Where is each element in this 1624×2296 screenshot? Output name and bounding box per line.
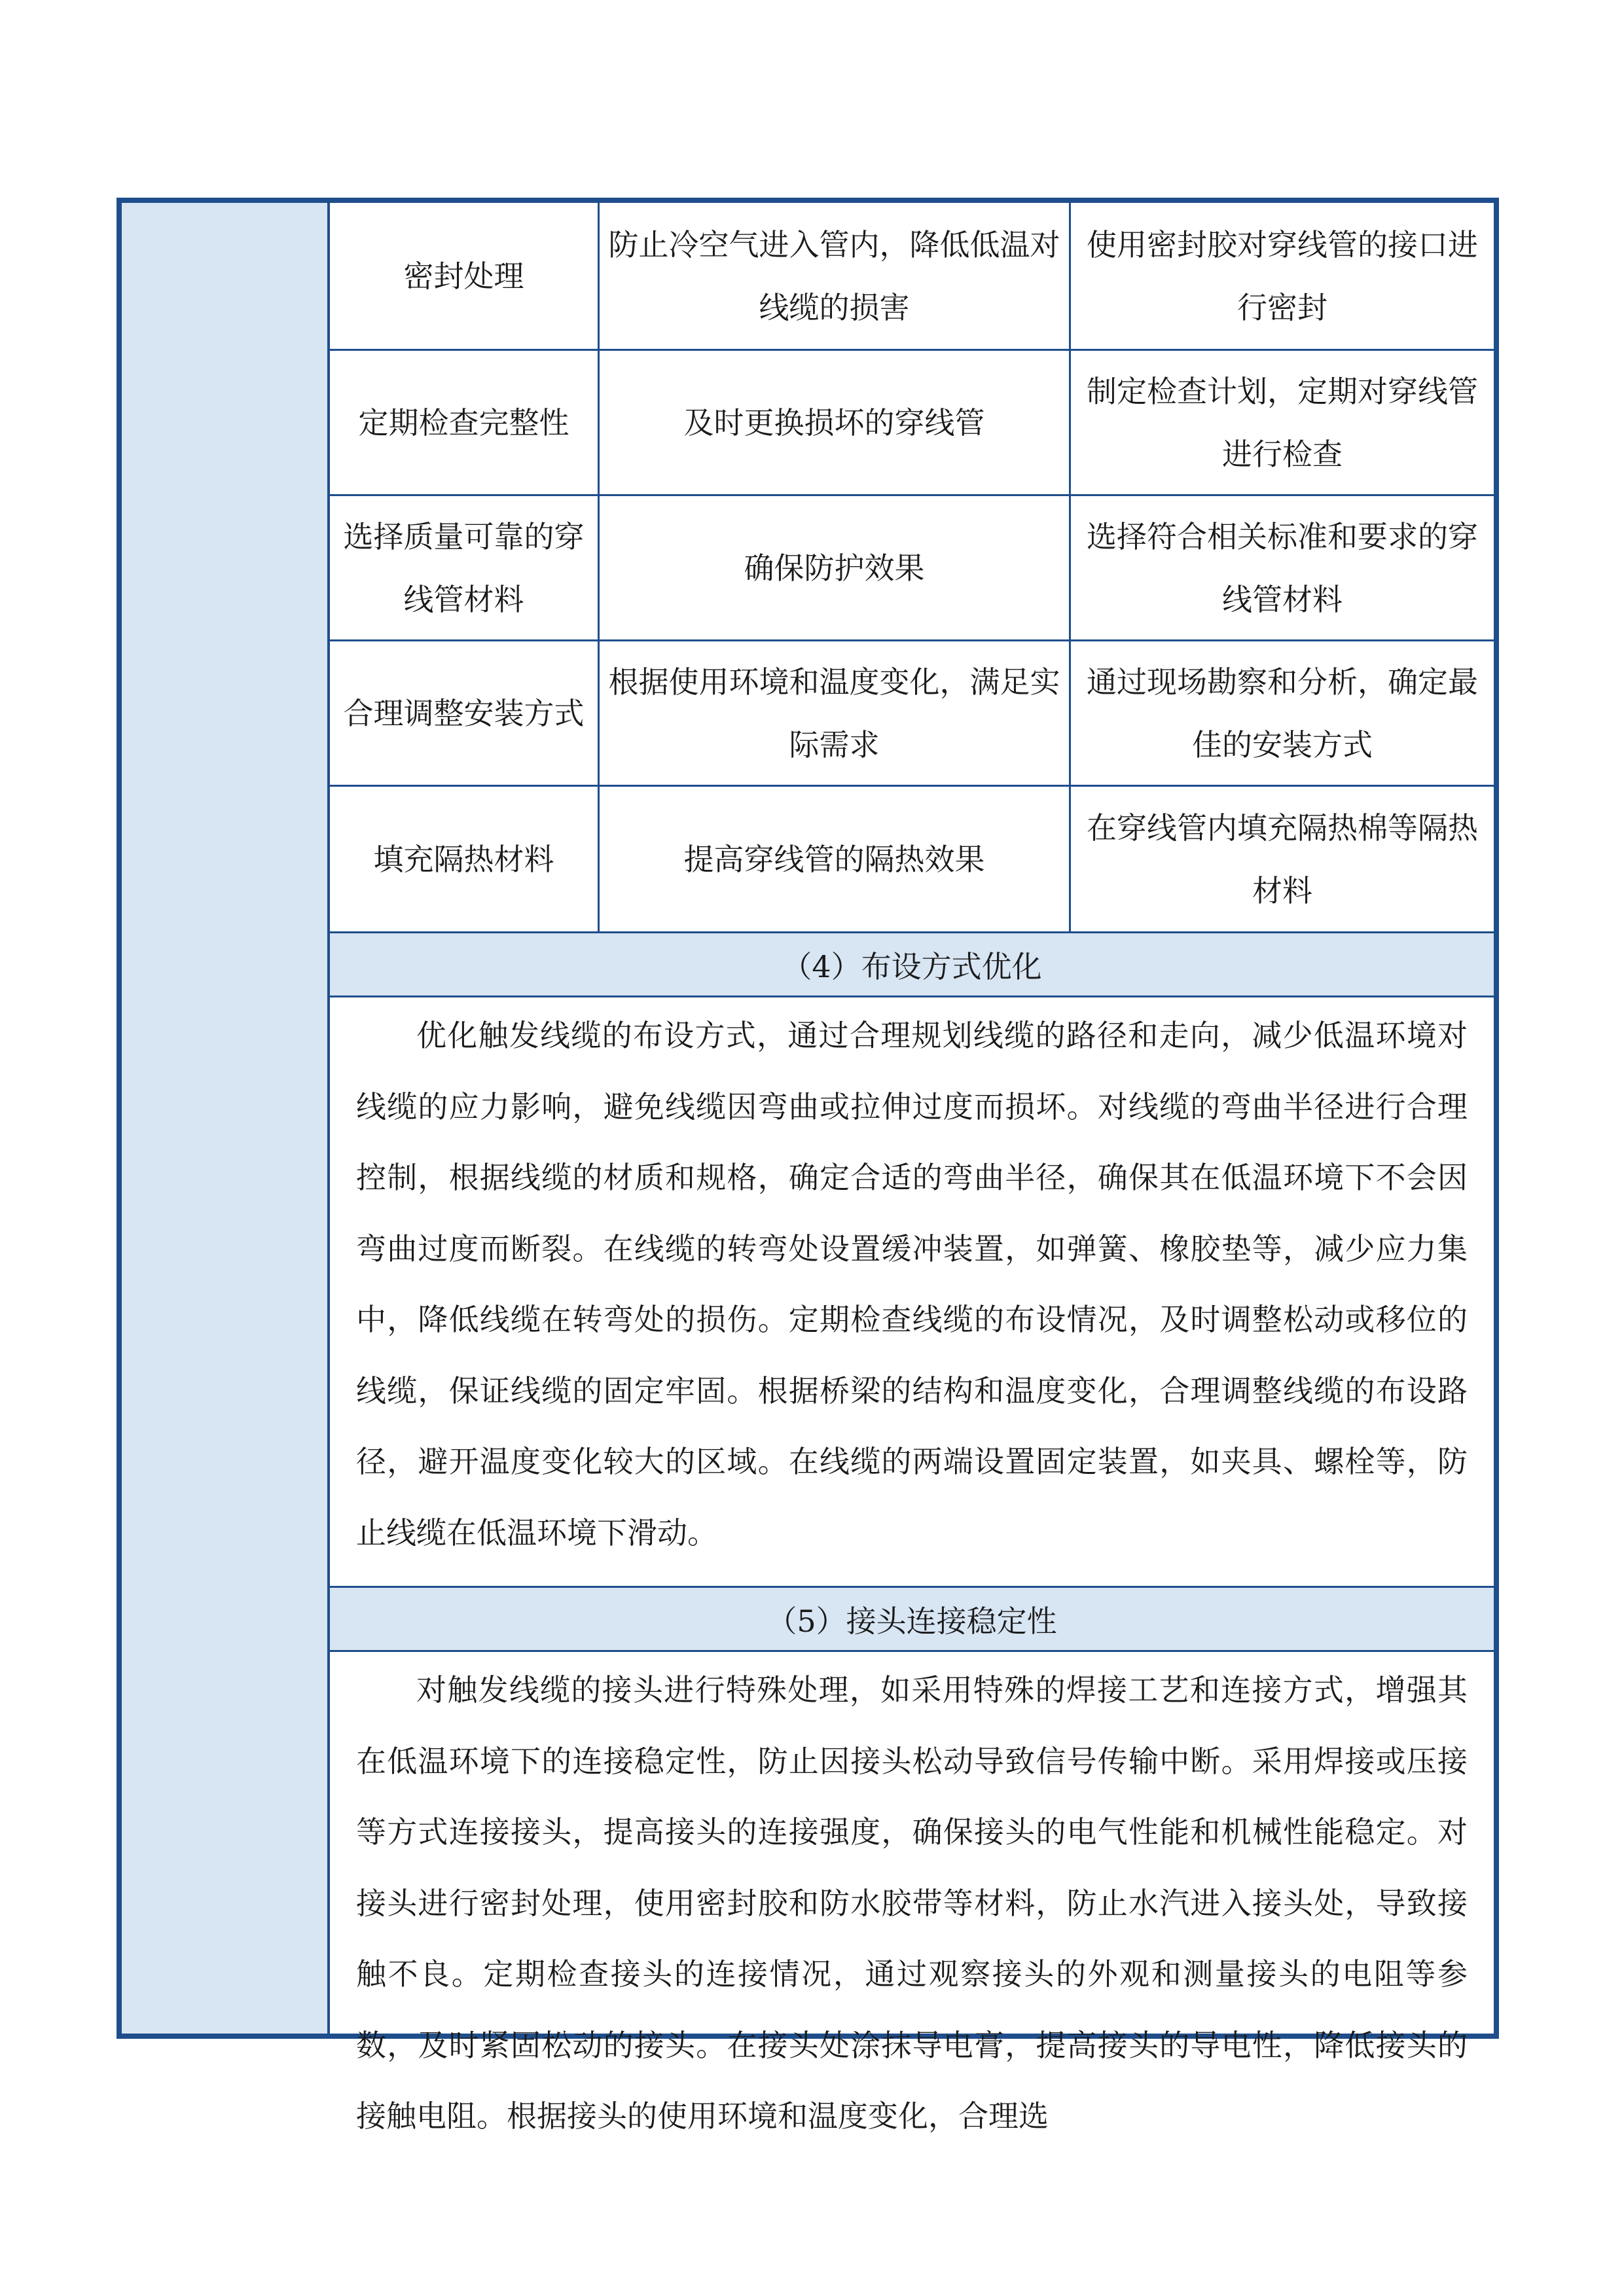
section-4-body: 优化触发线缆的布设方式，通过合理规划线缆的路径和走向，减少低温环境对线缆的应力影响，避免线缆因弯曲或拉伸过度而损坏。对线缆的弯曲半径进行合理控制，根据线缆的材质和规格，确定合适的弯曲半径，确保其在低温环境下不会因弯曲过度而断裂。在线缆的转弯处设置缓冲装置，如弹簧、橡胶垫等，减少应力集中，降低线缆在转弯处的损伤。定期检查线缆的布设情况，及时调整松动或移位的线缆，保证线缆的固定牢固。根据桥梁的结构和温度变化，合理调整线缆的布设路径，避开温度变化较大的区域。在线缆的两端设置固定装置，如夹具、螺栓等，防止线缆在低温环境下滑动。 xyxy=(330,997,1494,1588)
purpose-cell: 防止冷空气进入管内，降低低温对线缆的损害 xyxy=(600,203,1071,349)
table-row xyxy=(330,641,1494,787)
document-frame xyxy=(117,198,1499,2134)
table-row xyxy=(330,351,1494,496)
section-5-heading: （5）接头连接稳定性 xyxy=(330,1588,1494,1652)
table-row xyxy=(330,787,1494,933)
method-cell: 选择符合相关标准和要求的穿线管材料 xyxy=(1087,518,1478,617)
content-area xyxy=(330,203,1494,2134)
measure-cell: 填充隔热材料 xyxy=(330,787,600,931)
table-row xyxy=(330,203,1494,351)
purpose-cell: 确保防护效果 xyxy=(600,496,1071,639)
measure-cell: 密封处理 xyxy=(330,203,600,349)
method-cell: 在穿线管内填充隔热棉等隔热材料 xyxy=(1087,810,1478,908)
measure-cell: 合理调整安装方式 xyxy=(330,641,600,785)
section-4-heading: （4）布设方式优化 xyxy=(330,933,1494,997)
method-cell: 通过现场勘察和分析，确定最佳的安装方式 xyxy=(1087,664,1478,762)
method-cell: 制定检查计划，定期对穿线管进行检查 xyxy=(1087,373,1478,472)
measure-cell: 定期检查完整性 xyxy=(330,351,600,494)
left-label-column xyxy=(122,203,330,2034)
purpose-cell: 及时更换损坏的穿线管 xyxy=(600,351,1071,494)
section-5-body: 对触发线缆的接头进行特殊处理，如采用特殊的焊接工艺和连接方式，增强其在低温环境下的连接稳定性，防止因接头松动导致信号传输中断。采用焊接或压接等方式连接接头，提高接头的连接强度，确保接头的电气性能和机械性能稳定。对接头进行密封处理，使用密封胶和防水胶带等材料，防止水汽进入接头处，导致接触不良。定期检查接头的连接情况，通过观察接头的外观和测量接头的电阻等参数，及时紧固松动的接头。在接头处涂抹导电膏，提高接头的导电性，降低接头的接触电阻。根据接头的使用环境和温度变化，合理选 xyxy=(356,1672,1468,2134)
method-cell: 使用密封胶对穿线管的接口进行密封 xyxy=(1087,226,1478,325)
purpose-cell: 根据使用环境和温度变化，满足实际需求 xyxy=(600,641,1071,785)
table-row xyxy=(330,496,1494,641)
measure-cell: 选择质量可靠的穿线管材料 xyxy=(330,496,600,639)
purpose-cell: 提高穿线管的隔热效果 xyxy=(600,787,1071,931)
